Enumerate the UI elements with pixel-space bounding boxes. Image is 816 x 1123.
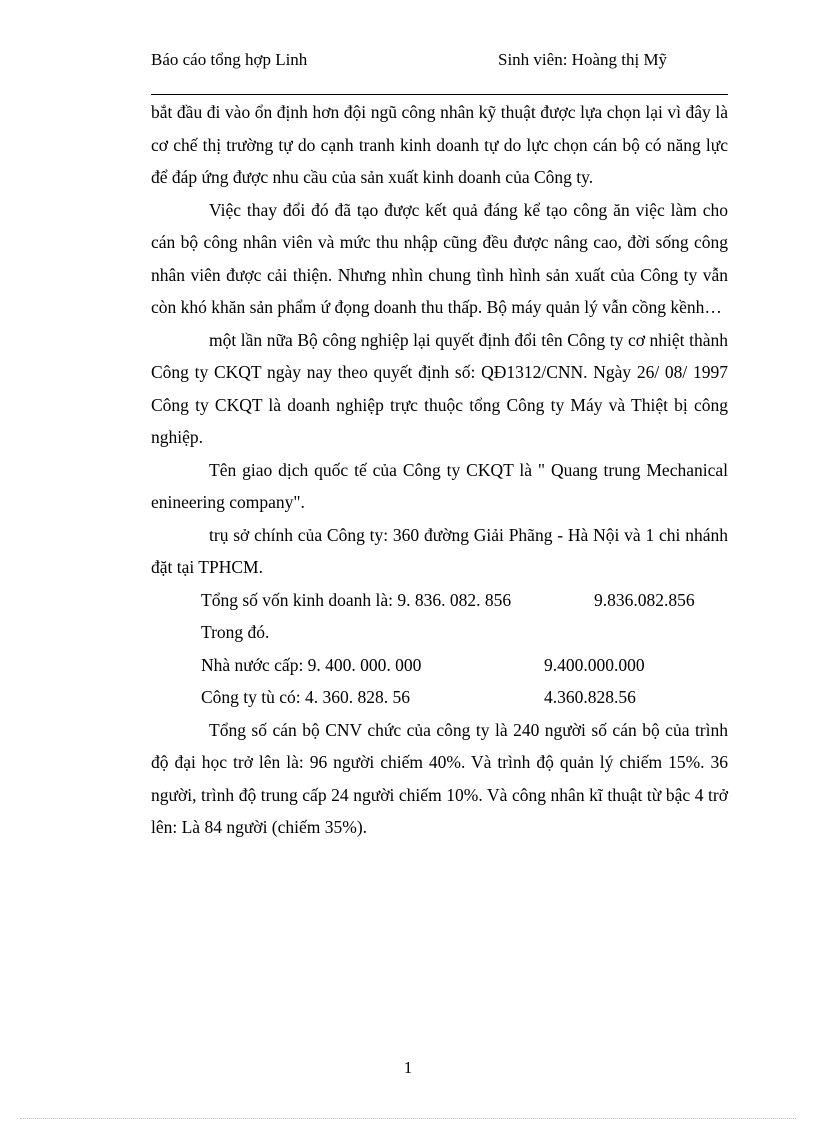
capital-own-value: 4.360.828.56 bbox=[544, 687, 636, 707]
capital-total-label: Tổng số vốn kinh doanh là: 9. 836. 082. 856 bbox=[201, 589, 512, 610]
capital-total-row bbox=[151, 584, 728, 617]
capital-total-value: 9.836.082.856 bbox=[594, 589, 695, 610]
capital-breakdown-row bbox=[151, 616, 728, 649]
capital-breakdown-label: Trong đó. bbox=[201, 622, 270, 642]
paragraph-staff-stats: Tổng số cán bộ CNV chức của công ty là 240 người số cán bộ của trình độ đại học trở lên là: 96 người chiếm 40%. Và trình độ quản lý chiếm 15%. 36 người, trình độ trung cấp 24 người chiếm 10%. Và công nhân kĩ thuật từ bậc 4 trở lên: Là 84 người (chiếm 35%). bbox=[151, 719, 728, 837]
capital-state-label: Nhà nước cấp: 9. 400. 000. 000 bbox=[201, 654, 422, 675]
header-report-title: Báo cáo tổng hợp Linh bbox=[151, 50, 308, 69]
paragraph-trade-name: Tên giao dịch quốc tế của Công ty CKQT là " Quang trung Mechanical enineering company". bbox=[151, 459, 728, 512]
capital-own-row bbox=[151, 681, 728, 714]
paragraph-continuation: bắt đầu đi vào ổn định hơn đội ngũ công nhân kỹ thuật được lựa chọn lại vì đây là cơ chế thị trường tự do cạnh tranh kinh doanh tự do lực chọn cán bộ có năng lực để đáp ứng được nhu cầu của sản xuất kinh doanh của Công ty. bbox=[151, 102, 728, 187]
paragraph-change-results: Việc thay đổi đó đã tạo được kết quả đáng kể tạo công ăn việc làm cho cán bộ công nhân viên và mức thu nhập cũng đều được nâng cao, đời sống công nhân viên được cải thiện. Nhưng nhìn chung tình hình sản xuất của Công ty vẫn còn khó khăn sản phẩm ứ đọng doanh thu thấp. Bộ máy quản lý vẫn cồng kềnh… bbox=[151, 199, 728, 317]
capital-state-row bbox=[151, 649, 728, 682]
document-body bbox=[151, 96, 728, 844]
page-header bbox=[151, 50, 728, 95]
paragraph-headquarters: trụ sở chính của Công ty: 360 đường Giải Phãng - Hà Nội và 1 chi nhánh đặt tại TPHCM. bbox=[151, 524, 728, 577]
paragraph-rename-decision: một lần nữa Bộ công nghiệp lại quyết định đổi tên Công ty cơ nhiệt thành Công ty CKQT ngày nay theo quyết định số: QĐ1312/CNN. Ngày 26/ 08/ 1997 Công ty CKQT là doanh nghiệp trực thuộc tổng Công ty Máy và Thiệt bị công nghiệp. bbox=[151, 329, 728, 447]
capital-state-value: 9.400.000.000 bbox=[544, 654, 645, 675]
header-student-name: Sinh viên: Hoàng thị Mỹ bbox=[498, 50, 668, 69]
capital-own-label: Công ty tù có: 4. 360. 828. 56 bbox=[201, 687, 411, 707]
page-bottom-divider bbox=[20, 1118, 796, 1119]
page-number: 1 bbox=[403, 1058, 413, 1077]
